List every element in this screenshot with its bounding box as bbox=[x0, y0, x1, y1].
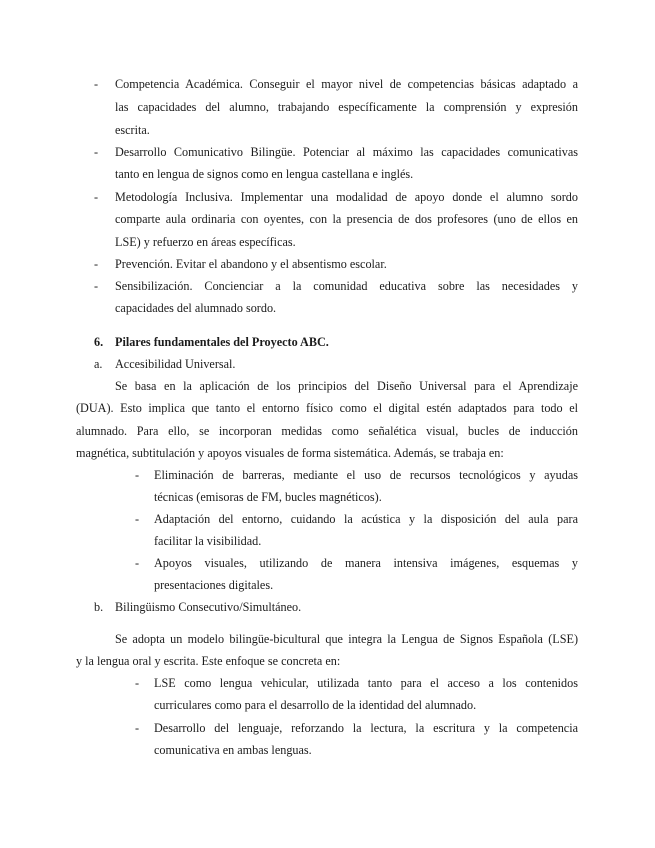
subsection-title: Accesibilidad Universal. bbox=[115, 357, 236, 371]
bullet-dash: - bbox=[135, 721, 140, 735]
bullet-dash: - bbox=[135, 468, 140, 482]
text-line: Apoyos visuales, utilizando de manera intensiva imágenes, esquemas y bbox=[154, 556, 578, 570]
text-line: Metodología Inclusiva. Implementar una modalidad de apoyo donde el alumno sordo bbox=[115, 190, 578, 204]
text-line: Eliminación de barreras, mediante el uso de recursos tecnológicos y ayudas bbox=[154, 468, 578, 482]
text-line: presentaciones digitales. bbox=[154, 578, 274, 592]
text-line: escrita. bbox=[115, 123, 150, 137]
text-line: Competencia Académica. Conseguir el mayor nivel de competencias básicas adaptado a bbox=[115, 77, 578, 91]
bullet-dash: - bbox=[94, 145, 99, 159]
text-line: técnicas (emisoras de FM, bucles magnéticos). bbox=[154, 490, 382, 504]
bullet-dash: - bbox=[94, 279, 99, 293]
text-line: Desarrollo Comunicativo Bilingüe. Potenciar al máximo las capacidades comunicativas bbox=[115, 145, 578, 159]
text-line: facilitar la visibilidad. bbox=[154, 534, 262, 548]
text-line: tanto en lengua de signos como en lengua castellana e inglés. bbox=[115, 167, 414, 181]
text-line: comparte aula ordinaria con oyentes, con la presencia de dos profesores (uno de ellos en bbox=[115, 212, 578, 226]
text-line: Adaptación del entorno, cuidando la acústica y la disposición del aula para bbox=[154, 512, 578, 526]
bullet-dash: - bbox=[135, 676, 140, 690]
subsection-marker: b. bbox=[94, 600, 104, 614]
text-line: las capacidades del alumno, trabajando específicamente la comprensión y expresión bbox=[115, 100, 578, 114]
text-line: comunicativa en ambas lenguas. bbox=[154, 743, 312, 757]
bullet-dash: - bbox=[94, 190, 99, 204]
section-number: 6. bbox=[94, 335, 104, 349]
bullet-dash: - bbox=[135, 512, 140, 526]
paragraph-line: magnética, subtitulación y apoyos visuales de forma sistemática. Además, se trabaja en: bbox=[76, 446, 504, 460]
text-line: Desarrollo del lenguaje, reforzando la lectura, la escritura y la competencia bbox=[154, 721, 578, 735]
text-line: capacidades del alumnado sordo. bbox=[115, 301, 277, 315]
paragraph-line: y la lengua oral y escrita. Este enfoque se concreta en: bbox=[76, 654, 341, 668]
text-line: curriculares como para el desarrollo de la identidad del alumnado. bbox=[154, 698, 477, 712]
subsection-title: Bilingüismo Consecutivo/Simultáneo. bbox=[115, 600, 302, 614]
bullet-dash: - bbox=[135, 556, 140, 570]
paragraph-line: Se adopta un modelo bilingüe-bicultural que integra la Lengua de Signos Española (LSE) bbox=[115, 632, 578, 646]
paragraph-line: alumnado. Para ello, se incorporan medidas como señalética visual, bucles de inducción bbox=[76, 424, 578, 438]
paragraph-line: Se basa en la aplicación de los principios del Diseño Universal para el Aprendizaje bbox=[115, 379, 578, 393]
text-line: LSE) y refuerzo en áreas específicas. bbox=[115, 235, 296, 249]
text-line: Prevención. Evitar el abandono y el absentismo escolar. bbox=[115, 257, 387, 271]
subsection-marker: a. bbox=[94, 357, 103, 371]
section-title: Pilares fundamentales del Proyecto ABC. bbox=[115, 335, 329, 349]
text-line: LSE como lengua vehicular, utilizada tanto para el acceso a los contenidos bbox=[154, 676, 578, 690]
text-line: Sensibilización. Concienciar a la comunidad educativa sobre las necesidades y bbox=[115, 279, 578, 293]
bullet-dash: - bbox=[94, 257, 99, 271]
bullet-dash: - bbox=[94, 77, 99, 91]
paragraph-line: (DUA). Esto implica que tanto el entorno físico como el digital estén adaptados para todo el bbox=[76, 401, 578, 415]
